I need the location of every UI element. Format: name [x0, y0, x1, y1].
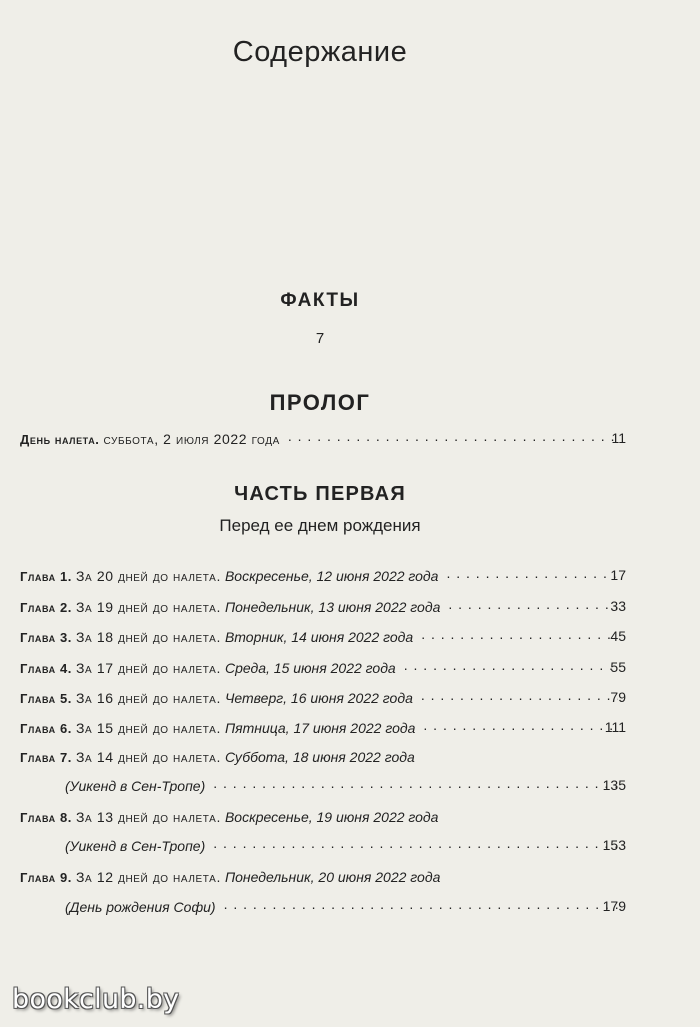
prolog-heading: ПРОЛОГ [269, 390, 371, 415]
chapter-label: Глава 2. [20, 600, 72, 615]
chapter-date: Вторник, 14 июня 2022 года [224, 629, 414, 645]
chapter-label: Глава 4. [20, 661, 72, 676]
chapter-continuation[interactable] [65, 898, 626, 915]
chapter-page: 79 [610, 689, 626, 705]
chapter-page: 45 [610, 628, 626, 644]
chapter-page: 153 [602, 837, 626, 853]
toc-label: День налета. [20, 432, 100, 447]
chapter-entry[interactable] [20, 809, 626, 825]
prolog-entry[interactable] [20, 430, 626, 447]
toc-text: суббота, 2 июля 2022 года [103, 431, 280, 447]
chapter-page: 17 [610, 567, 626, 583]
chapter-page: 111 [604, 719, 626, 735]
chapter-countdown: За 15 дней до налета. [76, 720, 221, 736]
chapter-label: Глава 9. [20, 870, 72, 885]
chapter-date: Воскресенье, 12 июня 2022 года [224, 568, 439, 584]
chapter-entry[interactable] [20, 749, 626, 765]
chapter-entry[interactable] [20, 719, 626, 736]
facts-heading: ФАКТЫ [280, 290, 360, 311]
chapter-date: Понедельник, 20 июня 2022 года [224, 869, 441, 885]
chapter-countdown: За 17 дней до налета. [76, 660, 221, 676]
chapter-label: Глава 3. [20, 630, 72, 645]
chapter-entry[interactable] [20, 567, 626, 584]
chapter-date: Пятница, 17 июня 2022 года [224, 720, 416, 736]
chapter-continuation[interactable] [65, 837, 626, 854]
chapter-date: Четверг, 16 июня 2022 года [224, 690, 413, 706]
part-one-heading: ЧАСТЬ ПЕРВАЯ [234, 483, 406, 505]
chapter-date: Среда, 15 июня 2022 года [224, 660, 396, 676]
chapter-entry[interactable] [20, 869, 626, 885]
chapter-subtitle: (Уикенд в Сен-Тропе) [65, 778, 206, 794]
chapter-entry[interactable] [20, 598, 626, 615]
chapter-page: 179 [602, 898, 626, 914]
chapter-subtitle: (Уикенд в Сен-Тропе) [65, 838, 206, 854]
chapter-countdown: За 12 дней до налета. [76, 869, 221, 885]
chapter-page: 135 [602, 777, 626, 793]
chapter-page: 33 [610, 598, 626, 614]
chapter-entry[interactable] [20, 628, 626, 645]
chapter-continuation[interactable] [65, 777, 626, 794]
chapter-countdown: За 18 дней до налета. [76, 629, 221, 645]
chapter-label: Глава 8. [20, 810, 72, 825]
chapter-date: Воскресенье, 19 июня 2022 года [224, 809, 439, 825]
chapter-label: Глава 7. [20, 750, 72, 765]
facts-page-number: 7 [315, 330, 325, 347]
chapter-entry[interactable] [20, 659, 626, 676]
page-title: Содержание [232, 36, 408, 68]
chapter-subtitle: (День рождения Софи) [65, 899, 216, 915]
chapter-countdown: За 19 дней до налета. [76, 599, 221, 615]
chapter-page: 55 [610, 659, 626, 675]
chapter-label: Глава 5. [20, 691, 72, 706]
chapter-label: Глава 1. [20, 569, 72, 584]
part-one-subtitle: Перед ее днем рождения [219, 516, 421, 535]
chapter-countdown: За 13 дней до налета. [76, 809, 221, 825]
chapter-entry[interactable] [20, 689, 626, 706]
toc-page: 11 [611, 430, 626, 446]
chapter-date: Понедельник, 13 июня 2022 года [224, 599, 441, 615]
site-watermark: bookclub.by [12, 984, 180, 1015]
chapter-countdown: За 14 дней до налета. [76, 749, 221, 765]
chapter-date: Суббота, 18 июня 2022 года [224, 749, 415, 765]
chapter-countdown: За 16 дней до налета. [76, 690, 221, 706]
chapter-countdown: За 20 дней до налета. [76, 568, 221, 584]
chapter-label: Глава 6. [20, 721, 72, 736]
